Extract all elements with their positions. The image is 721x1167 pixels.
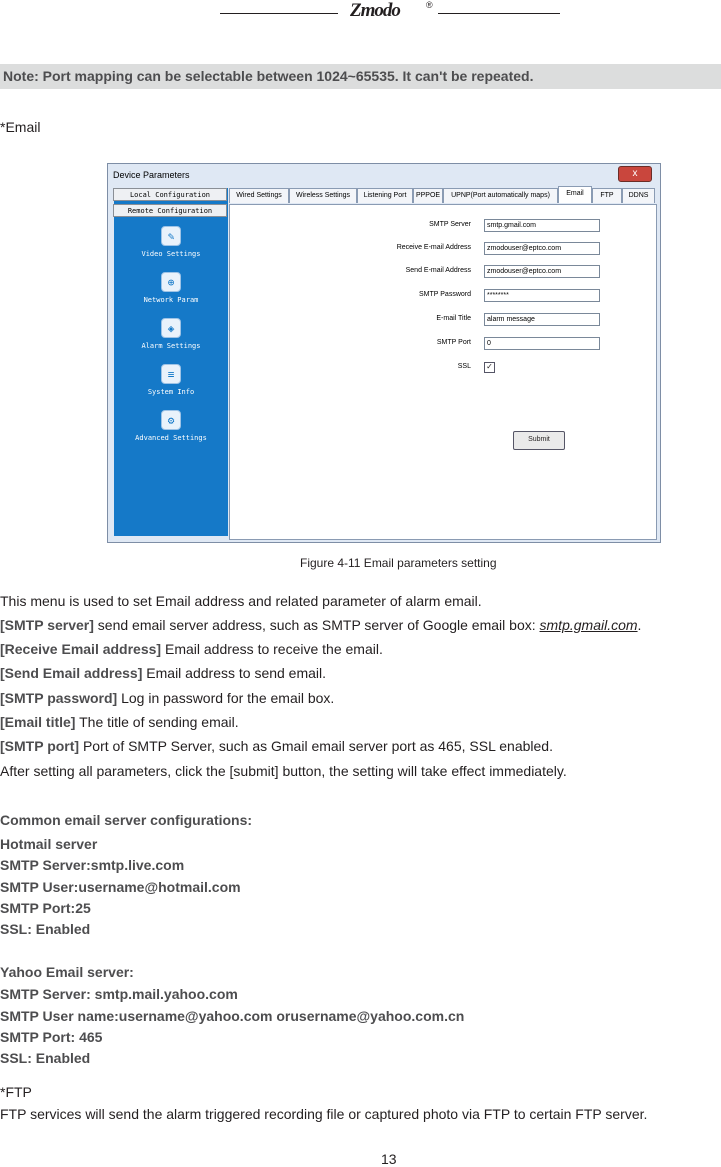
gear-icon: ⚙ xyxy=(161,410,181,430)
sidebar-item-label: Network Param xyxy=(143,296,199,304)
sidebar-item-label: Video Settings xyxy=(141,250,201,258)
receive-email-label: Receive E-mail Address xyxy=(396,244,471,251)
title-desc: The title of sending email. xyxy=(75,714,239,730)
sidebar-item-label: Advanced Settings xyxy=(135,434,207,442)
sidebar-item-alarm-settings[interactable] xyxy=(114,318,228,350)
smtp-server-term: [SMTP server] xyxy=(0,617,94,633)
yahoo-line: SMTP Server: smtp.mail.yahoo.com xyxy=(0,986,238,1002)
intro-text: This menu is used to set Email address and related parameter of alarm email. xyxy=(0,593,482,609)
common-config-heading: Common email server configurations: xyxy=(0,812,253,828)
submit-button[interactable]: Submit xyxy=(513,431,565,450)
hotmail-line: SSL: Enabled xyxy=(0,921,91,937)
receive-term: [Receive Email address] xyxy=(0,641,162,657)
sidebar-item-system-info[interactable] xyxy=(114,364,228,396)
password-paragraph xyxy=(0,690,334,706)
send-paragraph xyxy=(0,665,326,681)
smtp-password-input[interactable]: ******** xyxy=(484,289,600,302)
yahoo-line: SMTP User name:username@yahoo.com orusername@yahoo.com.cn xyxy=(0,1008,465,1024)
smtp-server-paragraph xyxy=(0,617,641,633)
sidebar-item-advanced-settings[interactable] xyxy=(114,410,228,442)
close-button[interactable]: x xyxy=(618,166,652,182)
email-title-label: E-mail Title xyxy=(436,315,471,322)
sidebar xyxy=(114,188,228,536)
smtp-server-label: SMTP Server xyxy=(429,221,471,228)
title-paragraph xyxy=(0,714,239,730)
hotmail-line: SMTP Server:smtp.live.com xyxy=(0,857,185,873)
yahoo-line: SSL: Enabled xyxy=(0,1050,91,1066)
smtp-port-input[interactable]: 0 xyxy=(484,337,600,350)
email-settings-panel xyxy=(229,204,657,540)
hotmail-line: Hotmail server xyxy=(0,836,98,852)
ssl-checkbox[interactable]: ✓ xyxy=(484,362,495,373)
network-icon: ⊕ xyxy=(161,272,181,292)
tab-ftp[interactable]: FTP xyxy=(592,188,622,203)
sidebar-item-network-param[interactable] xyxy=(114,272,228,304)
device-parameters-window xyxy=(107,163,661,543)
figure-caption: Figure 4-11 Email parameters setting xyxy=(300,556,497,570)
hotmail-line: SMTP User:username@hotmail.com xyxy=(0,879,241,895)
yahoo-line: SMTP Port: 465 xyxy=(0,1029,103,1045)
send-desc: Email address to send email. xyxy=(142,665,327,681)
hotmail-line: SMTP Port:25 xyxy=(0,900,91,916)
registered-mark: ® xyxy=(426,0,433,10)
brand-logo: Zmodo xyxy=(350,0,400,21)
port-term: [SMTP port] xyxy=(0,738,80,754)
smtp-port-label: SMTP Port xyxy=(436,339,471,346)
system-info-icon: ≡ xyxy=(161,364,181,384)
port-mapping-note: Note: Port mapping can be selectable between 1024~65535. It can't be repeated. xyxy=(3,68,534,84)
tab-pppoe[interactable]: PPPOE xyxy=(413,188,443,203)
tab-wireless-settings[interactable]: Wireless Settings xyxy=(289,188,357,203)
smtp-password-label: SMTP Password xyxy=(419,291,471,298)
header-rule-left xyxy=(220,13,338,14)
sidebar-item-label: System Info xyxy=(147,388,195,396)
receive-desc: Email address to receive the email. xyxy=(161,641,383,657)
title-term: [Email title] xyxy=(0,714,76,730)
receive-email-input[interactable]: zmodouser@eptco.com xyxy=(484,242,600,255)
tab-email[interactable]: Email xyxy=(558,186,592,203)
header-rule-right xyxy=(438,13,560,14)
receive-paragraph xyxy=(0,641,383,657)
sidebar-item-video-settings[interactable] xyxy=(114,226,228,258)
password-term: [SMTP password] xyxy=(0,690,118,706)
sidebar-item-label: Alarm Settings xyxy=(141,342,201,350)
send-email-label: Send E-mail Address xyxy=(405,267,471,274)
ssl-label: SSL xyxy=(457,363,471,370)
password-desc: Log in password for the email box. xyxy=(117,690,335,706)
tab-upnp[interactable]: UPNP(Port automatically maps) xyxy=(443,188,558,203)
ftp-description: FTP services will send the alarm triggered recording file or captured photo via FTP to certain FTP server. xyxy=(0,1106,648,1122)
video-settings-icon: ✎ xyxy=(161,226,181,246)
window-title: Device Parameters xyxy=(113,170,190,180)
smtp-server-end: . xyxy=(637,617,642,633)
tab-ddns[interactable]: DDNS xyxy=(622,188,655,203)
send-email-input[interactable]: zmodouser@eptco.com xyxy=(484,265,600,278)
tab-listening-port[interactable]: Listening Port xyxy=(357,188,413,203)
section-ftp-heading: *FTP xyxy=(0,1084,32,1100)
yahoo-line: Yahoo Email server: xyxy=(0,964,134,980)
port-desc: Port of SMTP Server, such as Gmail email server port as 465, SSL enabled. xyxy=(79,738,553,754)
send-term: [Send Email address] xyxy=(0,665,143,681)
page-number: 13 xyxy=(381,1151,397,1167)
remote-configuration-button[interactable]: Remote Configuration xyxy=(113,204,227,217)
port-paragraph xyxy=(0,738,553,754)
after-setting-text: After setting all parameters, click the [submit] button, the setting will take effect immediately. xyxy=(0,763,567,779)
smtp-server-input[interactable]: smtp.gmail.com xyxy=(484,219,600,232)
email-title-input[interactable]: alarm message xyxy=(484,313,600,326)
section-email-heading: *Email xyxy=(0,119,41,135)
tab-wired-settings[interactable]: Wired Settings xyxy=(229,188,289,203)
alarm-shield-icon: ◈ xyxy=(161,318,181,338)
local-configuration-button[interactable]: Local Configuration xyxy=(113,188,227,201)
smtp-gmail-link[interactable]: smtp.gmail.com xyxy=(539,617,638,633)
smtp-server-desc: send email server address, such as SMTP server of Google email box: xyxy=(93,617,540,633)
